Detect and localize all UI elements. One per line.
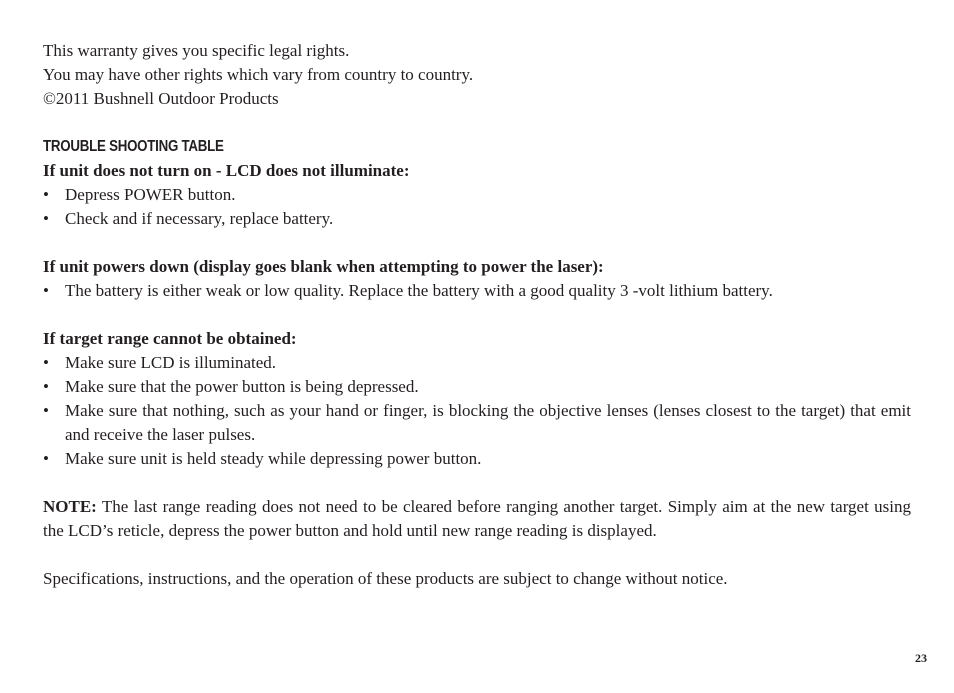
list-item-text: Make sure LCD is illuminated. [65, 353, 277, 372]
bullet-list [43, 279, 911, 303]
spacer [43, 303, 911, 327]
list-item [43, 447, 911, 471]
section-no-range [43, 327, 911, 471]
bullet-icon: • [43, 185, 49, 204]
section-heading: If target range cannot be obtained: [43, 329, 297, 348]
bullet-icon: • [43, 377, 49, 396]
warranty-block [43, 39, 911, 111]
list-item [43, 399, 911, 447]
bullet-icon: • [43, 209, 49, 228]
spacer [43, 471, 911, 495]
note-paragraph [43, 495, 911, 543]
trouble-shooting-title: TROUBLE SHOOTING TABLE [43, 138, 224, 155]
list-item [43, 351, 911, 375]
list-item [43, 183, 911, 207]
specs-notice: Specifications, instructions, and the operation of these products are subject to change without notice. [43, 569, 728, 588]
warranty-line-1: This warranty gives you specific legal rights. [43, 41, 350, 60]
list-item-text: The battery is either weak or low quality. Replace the battery with a good quality 3 -volt lithium battery. [65, 281, 773, 300]
list-item-text: Depress POWER button. [65, 185, 236, 204]
bullet-icon: • [43, 353, 49, 372]
bullet-list [43, 183, 911, 231]
bullet-list [43, 351, 911, 471]
warranty-line-2: You may have other rights which vary from country to country. [43, 65, 474, 84]
manual-page [43, 39, 911, 591]
bullet-icon: • [43, 401, 49, 420]
list-item [43, 279, 911, 303]
list-item-text: Check and if necessary, replace battery. [65, 209, 334, 228]
page-number: 23 [915, 651, 927, 665]
list-item-text: Make sure unit is held steady while depressing power button. [65, 449, 482, 468]
spacer [43, 111, 911, 135]
note-text: The last range reading does not need to be cleared before ranging another target. Simply aim at the new target using the LCD’s reticle, depress the power button and hold until new range reading is displayed. [43, 497, 911, 540]
spacer [43, 231, 911, 255]
bullet-icon: • [43, 449, 49, 468]
section-powers-down [43, 255, 911, 303]
list-item-text: Make sure that the power button is being depressed. [65, 377, 419, 396]
section-no-power [43, 159, 911, 231]
spacer [43, 543, 911, 567]
note-label: NOTE: [43, 497, 97, 516]
section-heading: If unit does not turn on - LCD does not illuminate: [43, 161, 410, 180]
copyright-line: ©2011 Bushnell Outdoor Products [43, 89, 279, 108]
list-item-text: Make sure that nothing, such as your hand or finger, is blocking the objective lenses (lenses closest to the target) that emit and receive the laser pulses. [65, 401, 911, 444]
list-item [43, 375, 911, 399]
bullet-icon: • [43, 281, 49, 300]
section-heading: If unit powers down (display goes blank when attempting to power the laser): [43, 257, 604, 276]
list-item [43, 207, 911, 231]
